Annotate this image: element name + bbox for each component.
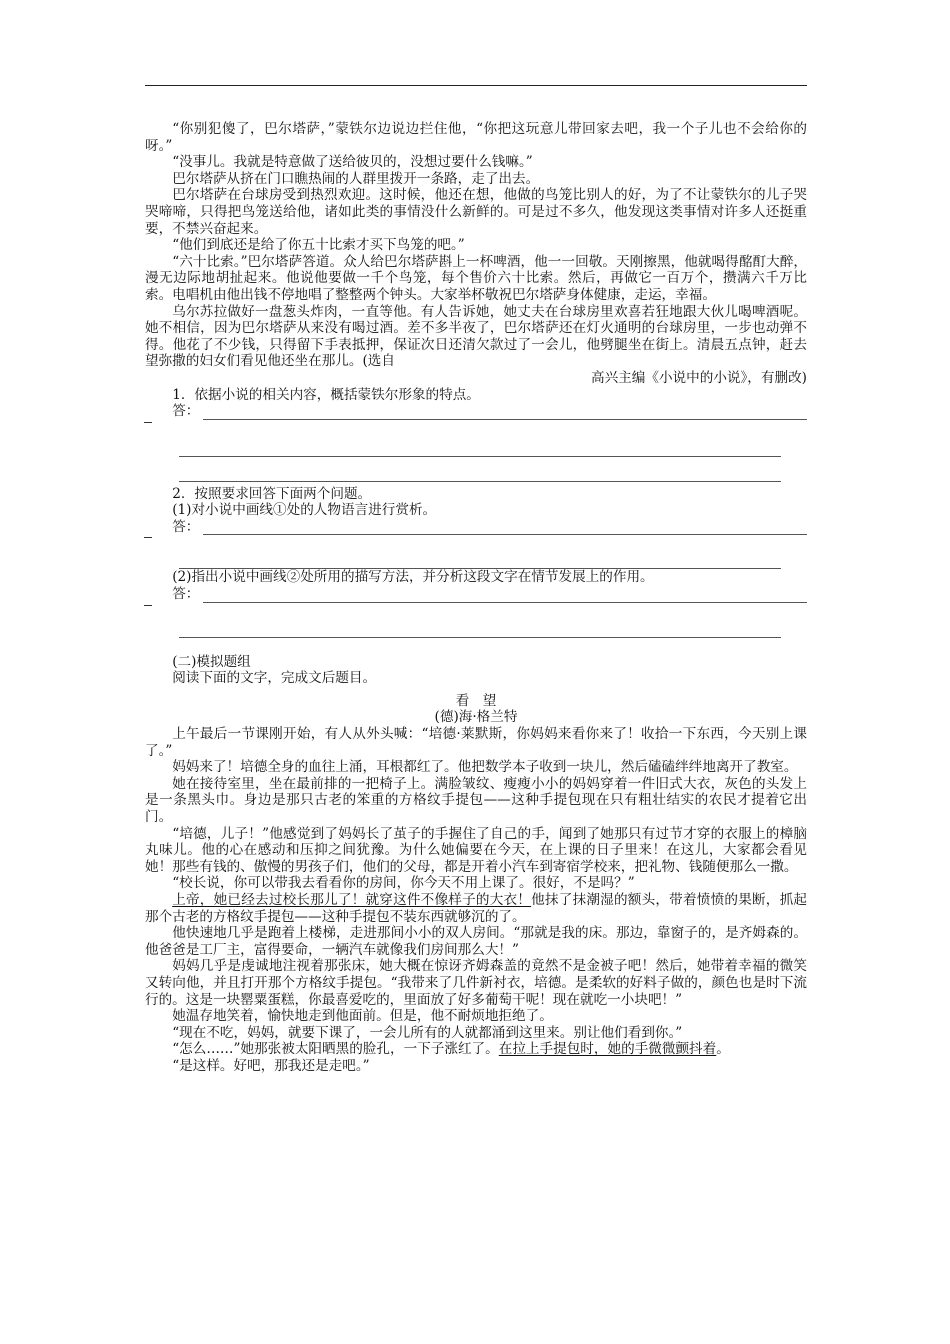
question-1: 1．依据小说的相关内容，概括蒙铁尔形象的特点。 — [172, 386, 480, 403]
answer-field-2-1[interactable] — [145, 519, 807, 536]
document-body — [145, 121, 807, 1075]
story-paragraph: “六十比索。”巴尔塔萨答道。众人给巴尔塔萨斟上一杯啤酒，他一一回敬。天刚擦黑，他就喝得酩酊大醉，漫无边际地胡扯起来。他说他要做一千个鸟笼，每个售价六十比索。然后，再做它一百万个，攒满六千万比索。电唱机由他出钱不停地唱了整整两个钟头。大家举杯敬祝巴尔塔萨身体健康，走运，幸福。 — [145, 253, 807, 303]
paragraph-text: 。 — [716, 1041, 730, 1058]
dash-mark — [145, 420, 807, 436]
source-citation: 高兴主编《小说中的小说》，有删改) — [590, 369, 807, 386]
article-paragraph: “培德，儿子！”他感觉到了妈妈长了茧子的手握住了自己的手，闻到了她那只有过节才穿的衣服上的樟脑丸味儿。他的心在感动和压抑之间犹豫。为什么她偏要在今天，在上课的日子里来！在这儿，大家都会看见她！那些有钱的、傲慢的男孩子们，他们的父母，都是开着小汽车到寄宿学校来，把礼物、钱随便那么一撒。 — [145, 825, 807, 875]
article-paragraph: 妈妈几乎是虔诚地注视着那张床，她大概在惊讶齐姆森盖的竟然不是金被子吧！然后，她带着幸福的微笑又转向他，并且打开那个方格纹手提包。“我带来了几件新衬衣，培德。是柔软的好料子做的，颜色也是时下流行的。这是一块罂粟蛋糕，你最喜爱吃的，里面放了好多葡萄干呢！现在就吃一小块吧！” — [145, 958, 807, 1008]
article-paragraph — [145, 1041, 807, 1058]
section-instruction: 阅读下面的文字，完成文后题目。 — [172, 670, 377, 687]
underlined-passage-2: 在拉上手提包时，她的手微微颤抖着 — [498, 1041, 717, 1058]
paragraph-text: 他抹了抹潮湿的额头，带着愤愤的果断，抓起那个古老的方格纹手提包——这种手提包不装东西就够沉的了。 — [145, 891, 808, 925]
article-title: 看 望 — [455, 692, 497, 709]
article-paragraph — [145, 892, 807, 925]
story-paragraph: 乌尔苏拉做好一盘葱头炸肉，一直等他。有人告诉她，她丈夫在台球房里欢喜若狂地跟大伙儿喝啤酒呢。她不相信，因为巴尔塔萨从来没有喝过酒。差不多半夜了，巴尔塔萨还在灯火通明的台球房里，一步也动弹不得。他花了不少钱，只得留下手表抵押，保证次日还清欠款过了一会儿，他劈腿坐在街上。清晨五点钟，赶去望弥撒的妇女们看见他还坐在那儿。(选自 — [145, 303, 807, 370]
dash-mark — [145, 535, 807, 551]
article-paragraph: 她温存地笑着，愉快地走到他面前。但是，他不耐烦地拒绝了。 — [172, 1008, 553, 1025]
article-paragraph: “校长说，你可以带我去看看你的房间，你今天不用上课了。很好，不是吗？” — [172, 875, 635, 892]
section-heading: (二)模拟题组 — [172, 653, 251, 670]
question-2: 2．按照要求回答下面两个问题。 — [172, 485, 372, 502]
article-paragraph: “是这样。好吧，那我还是走吧。” — [172, 1057, 370, 1074]
answer-line — [203, 408, 807, 420]
answer-label: 答： — [172, 518, 200, 535]
answer-line — [203, 523, 807, 535]
answer-line — [203, 591, 807, 603]
article-paragraph: 妈妈来了！培德全身的血往上涌，耳根都红了。他把数学本子收到一块儿，然后磕磕绊绊地离开了教室。 — [172, 759, 798, 776]
article-paragraph: “现在不吃，妈妈，就要下课了，一会儿所有的人就都涌到这里来。别让他们看到你。” — [172, 1024, 683, 1041]
story-paragraph: “没事儿。我就是特意做了送给彼贝的，没想过要什么钱嘛。” — [172, 154, 533, 171]
article-paragraph: 上午最后一节课刚开始，有人从外头喊：“培德·莱默斯，你妈妈来看你来了！收拾一下东西，今天别上课了。” — [145, 726, 807, 759]
story-paragraph: 巴尔塔萨在台球房受到热烈欢迎。这时候，他还在想，他做的鸟笼比别人的好，为了不让蒙铁尔的儿子哭哭啼啼，只得把鸟笼送给他，诸如此类的事情没什么新鲜的。可是过不多久，他发现这类事情对许多人还挺重要，不禁兴奋起来。 — [145, 187, 807, 237]
paragraph-text: “怎么……”她那张被太阳晒黑的脸孔，一下子涨红了。 — [172, 1041, 499, 1058]
answer-label: 答： — [172, 586, 200, 603]
dash-mark — [145, 603, 807, 619]
answer-label: 答： — [172, 403, 200, 420]
story-paragraph: 巴尔塔萨从挤在门口瞧热闹的人群里拨开一条路，走了出去。 — [172, 170, 540, 187]
story-paragraph: “他们到底还是给了你五十比索才买下鸟笼的吧。” — [172, 237, 465, 254]
article-paragraph: 他快速地几乎是跑着上楼梯，走进那间小小的双人房间。“那就是我的床。那边，靠窗子的，是齐姆森的。他爸爸是工厂主，富得要命，一辆汽车就像我们房间那么大！” — [145, 925, 807, 958]
answer-field-1[interactable] — [145, 403, 807, 420]
question-2-2: (2)指出小说中画线②处所用的描写方法，并分析这段文字在情节发展上的作用。 — [172, 569, 654, 586]
story-paragraph: “你别犯傻了，巴尔塔萨，”蒙铁尔边说边拦住他，“你把这玩意儿带回家去吧，我一个子儿也不会给你的呀。” — [145, 121, 807, 154]
underlined-passage-1: 上帝，她已经去过校长那儿了！就穿这件不像样子的大衣！ — [172, 891, 532, 908]
answer-field-2-2[interactable] — [145, 586, 807, 603]
header-rule — [145, 85, 807, 86]
question-2-1: (1)对小说中画线①处的人物语言进行赏析。 — [172, 502, 437, 519]
article-paragraph: 她在接待室里，坐在最前排的一把椅子上。满脸皱纹、瘦瘦小小的妈妈穿着一件旧式大衣，灰色的头发上是一条黑头巾。身边是那只古老的笨重的方格纹手提包——这种手提包现在只有粗壮结实的农民才提着它出门。 — [145, 775, 807, 825]
article-author: (德)海·格兰特 — [434, 709, 518, 726]
